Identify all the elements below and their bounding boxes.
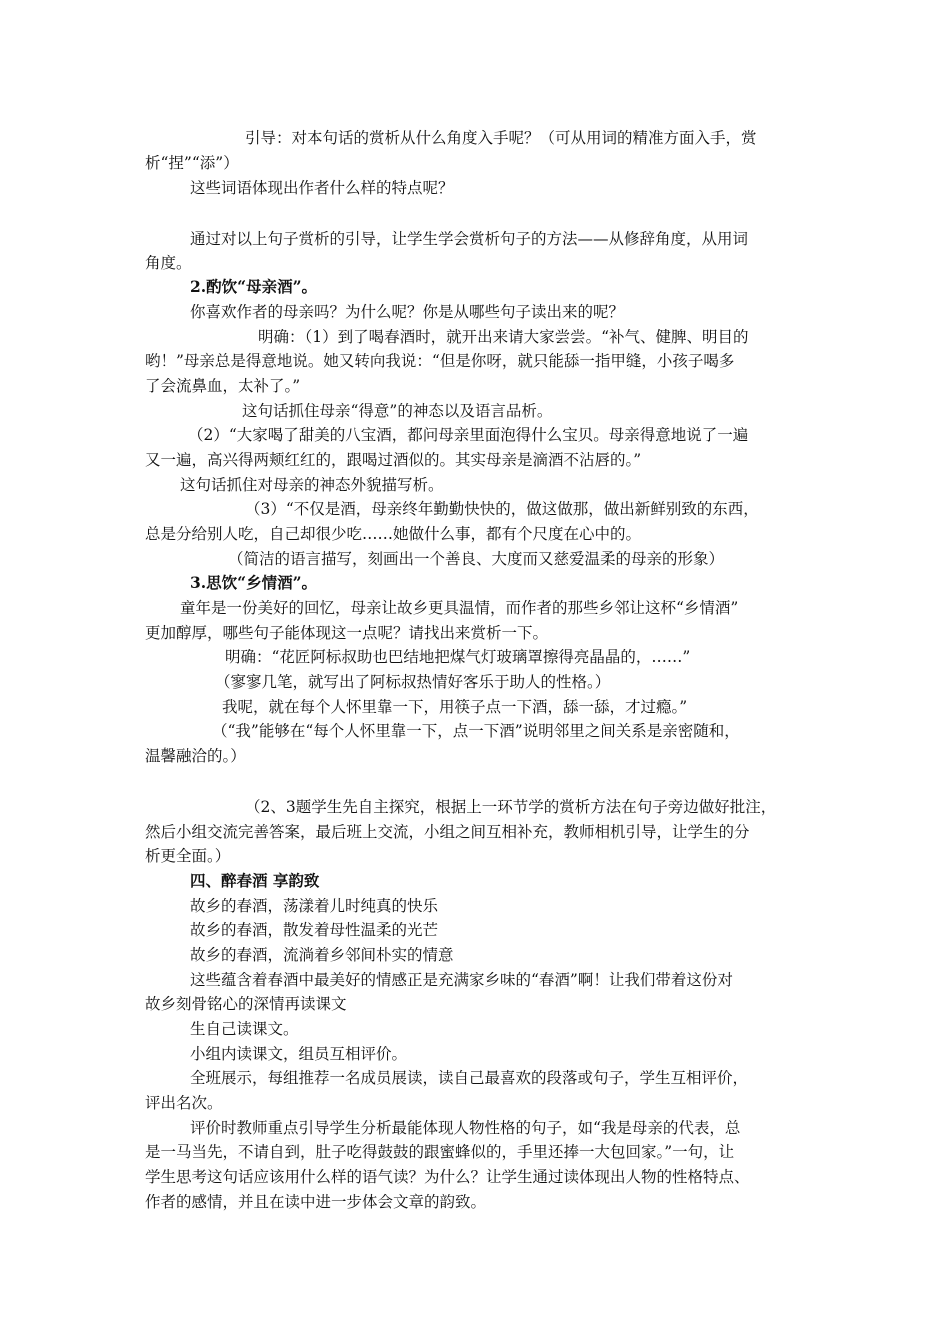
- text-line: 析“捏”“添”）: [145, 154, 239, 172]
- text-line: 这句话抓住对母亲的神态外貌描写析。: [180, 476, 444, 494]
- text-line: 生自己读课文。: [190, 1020, 299, 1038]
- text-line: （寥寥几笔，就写出了阿标叔热情好客乐于助人的性格。）: [215, 673, 611, 691]
- text-line: 然后小组交流完善答案，最后班上交流，小组之间互相补充，教师相机引导，让学生的分: [145, 823, 750, 841]
- text-line: 是一马当先，不请自到，肚子吃得鼓鼓的跟蜜蜂似的，手里还捧一大包回家。”一句，让: [145, 1143, 735, 1161]
- text-line: 角度。: [145, 254, 192, 272]
- text-line: 总是分给别人吃，自己却很少吃……她做什么事，都有个尺度在心中的。: [145, 525, 642, 543]
- text-line: 通过对以上句子赏析的引导，让学生学会赏析句子的方法——从修辞角度，从用词: [190, 230, 749, 248]
- text-line: 评出名次。: [145, 1094, 223, 1112]
- text-line: 你喜欢作者的母亲吗？为什么呢？你是从哪些句子读出来的呢？: [190, 303, 625, 321]
- text-line: （简洁的语言描写，刻画出一个善良、大度而又慈爱温柔的母亲的形象）: [228, 550, 725, 568]
- text-line: 析更全面。）: [145, 847, 231, 865]
- text-line: 温馨融洽的。）: [145, 747, 246, 765]
- section-heading: 四、醉春酒 享韵致: [190, 871, 320, 890]
- text-line: 故乡的春酒，荡漾着儿时纯真的快乐: [190, 897, 439, 915]
- text-line: 小组内读课文，组员互相评价。: [190, 1045, 408, 1063]
- text-line: （“我”能够在“每个人怀里靠一下，点一下酒”说明邻里之间关系是亲密随和，: [212, 722, 740, 740]
- text-line: 又一遍，高兴得两颊红红的，跟喝过酒似的。其实母亲是滴酒不沾唇的。”: [145, 451, 642, 469]
- text-line: 这些词语体现出作者什么样的特点呢？: [190, 179, 454, 197]
- section-heading: 2.酌饮“母亲酒”。: [190, 277, 318, 296]
- text-line: 这些蕴含着春酒中最美好的情感正是充满家乡味的“春酒”啊！让我们带着这份对: [190, 971, 733, 989]
- text-line: 故乡刻骨铭心的深情再读课文: [145, 995, 347, 1013]
- text-line: 评价时教师重点引导学生分析最能体现人物性格的句子，如“我是母亲的代表，总: [190, 1119, 741, 1137]
- text-line: （2）“大家喝了甜美的八宝酒，都问母亲里面泡得什么宝贝。母亲得意地说了一遍: [188, 426, 749, 444]
- text-line: 全班展示，每组推荐一名成员展读，读自己最喜欢的段落或句子，学生互相评价，: [190, 1069, 749, 1087]
- text-line: 故乡的春酒，流淌着乡邻间朴实的情意: [190, 946, 454, 964]
- text-line: 童年是一份美好的回忆，母亲让故乡更具温情，而作者的那些乡邻让这杯“乡情酒”: [180, 599, 739, 617]
- text-line: 学生思考这句话应该用什么样的语气读？为什么？让学生通过读体现出人物的性格特点、: [145, 1168, 750, 1186]
- text-line: 这句话抓住母亲“得意”的神态以及语言品析。: [242, 402, 553, 420]
- text-line: 哟！”母亲总是得意地说。她又转向我说：“但是你呀，就只能舔一指甲缝，小孩子喝多: [145, 352, 735, 370]
- text-line: 作者的感情，并且在读中进一步体会文章的韵致。: [145, 1193, 487, 1211]
- section-heading: 3.思饮“乡情酒”。: [190, 573, 318, 592]
- text-line: 故乡的春酒，散发着母性温柔的光芒: [190, 921, 439, 939]
- text-line: 我呢，就在每个人怀里靠一下，用筷子点一下酒，舔一舔，才过瘾。”: [222, 698, 688, 716]
- text-line: 明确：（1）到了喝春酒时，就开出来请大家尝尝。“补气、健脾、明目的: [258, 328, 749, 346]
- text-line: 引导：对本句话的赏析从什么角度入手呢？（可从用词的精准方面入手，赏: [245, 129, 757, 147]
- text-line: 明确：“花匠阿标叔助也巴结地把煤气灯玻璃罩擦得亮晶晶的，……”: [225, 648, 691, 666]
- text-line: 更加醇厚，哪些句子能体现这一点呢？请找出来赏析一下。: [145, 624, 549, 642]
- text-line: （2、3题学生先自主探究，根据上一环节学的赏析方法在句子旁边做好批注，: [245, 798, 777, 816]
- text-line: （3）“不仅是酒，母亲终年勤勤快快的，做这做那，做出新鲜别致的东西，: [245, 500, 759, 518]
- text-line: 了会流鼻血，太补了。”: [145, 377, 301, 395]
